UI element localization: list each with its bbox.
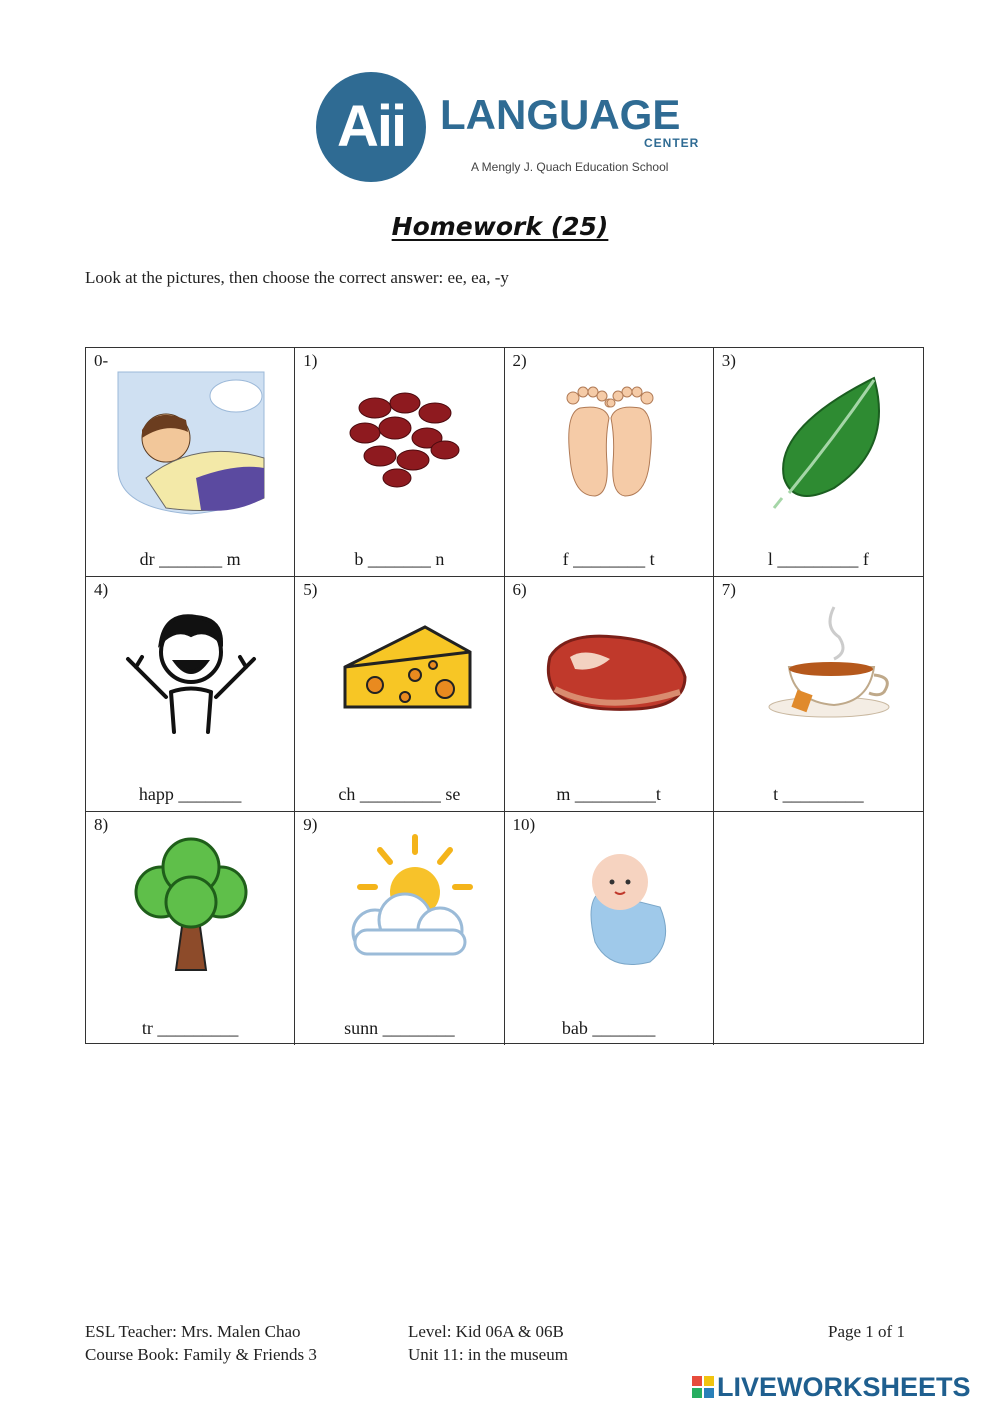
exercise-cell	[505, 348, 714, 577]
answer-blank[interactable]: happ _______	[138, 784, 242, 804]
liveworksheets-logo-icon	[692, 1376, 714, 1398]
exercise-cell	[295, 577, 504, 812]
item-number: 5)	[303, 580, 318, 599]
exercise-cell	[86, 577, 295, 812]
answer-blank[interactable]: b _______ n	[354, 549, 445, 569]
exercise-cell	[714, 577, 923, 812]
item-number: 3)	[721, 351, 736, 370]
page-number: Page 1 of 1	[828, 1322, 905, 1341]
exercise-grid	[85, 347, 924, 1044]
liveworksheets-watermark[interactable]	[692, 1372, 971, 1403]
leaf-icon	[734, 368, 904, 516]
tea-icon	[734, 597, 904, 745]
item-number: 2)	[512, 351, 527, 370]
item-number: 7)	[721, 580, 736, 599]
answer-blank[interactable]: ch _________ se	[338, 784, 461, 804]
meat-icon	[525, 597, 695, 745]
item-number: 0-	[94, 351, 109, 370]
item-number: 1)	[303, 351, 318, 370]
exercise-cell	[505, 577, 714, 812]
answer-blank[interactable]: dr _______ m	[139, 549, 241, 569]
item-number: 6)	[512, 580, 527, 599]
answer-blank[interactable]: t _________	[773, 784, 864, 804]
logo-tagline: A Mengly J. Quach Education School	[471, 160, 669, 174]
item-number: 4)	[94, 580, 109, 599]
item-number: 9)	[303, 815, 318, 834]
instruction: Look at the pictures, then choose the correct answer: ee, ea, -y	[85, 268, 509, 287]
logo-center: CENTER	[644, 136, 700, 150]
sleeping-boy-icon	[106, 368, 276, 516]
empty-cell	[714, 812, 923, 1045]
footer-left	[85, 1320, 317, 1366]
course-book-label: Course Book: Family & Friends 3	[85, 1345, 317, 1364]
exercise-cell	[86, 348, 295, 577]
item-number: 8)	[94, 815, 109, 834]
unit-label: Unit 11: in the museum	[408, 1345, 568, 1364]
answer-blank[interactable]: bab _______	[561, 1018, 656, 1038]
watermark-text: LIVEWORKSHEETS	[717, 1372, 971, 1402]
exercise-cell	[714, 348, 923, 577]
tree-icon	[106, 832, 276, 980]
answer-blank[interactable]: tr _________	[141, 1018, 239, 1038]
beans-icon	[315, 368, 485, 516]
exercise-cell	[86, 812, 295, 1045]
cheese-icon	[315, 597, 485, 745]
answer-blank[interactable]: l _________ f	[767, 549, 869, 569]
exercise-cell	[505, 812, 714, 1045]
exercise-cell	[295, 348, 504, 577]
logo-mark: Aii	[316, 72, 426, 182]
feet-icon	[525, 368, 695, 516]
footer-middle	[408, 1320, 568, 1366]
happy-boy-icon	[106, 597, 276, 745]
answer-blank[interactable]: m _________t	[556, 784, 661, 804]
school-logo	[316, 72, 700, 184]
teacher-label: ESL Teacher: Mrs. Malen Chao	[85, 1322, 301, 1341]
page-title: Homework (25)	[391, 212, 609, 241]
exercise-cell	[295, 812, 504, 1045]
item-number: 10)	[512, 815, 536, 834]
answer-blank[interactable]: sunn ________	[344, 1018, 455, 1038]
baby-icon	[525, 832, 695, 980]
sun-cloud-icon	[315, 832, 485, 980]
logo-brand: LANGUAGE	[440, 91, 681, 138]
level-label: Level: Kid 06A & 06B	[408, 1322, 564, 1341]
answer-blank[interactable]: f ________ t	[562, 549, 655, 569]
